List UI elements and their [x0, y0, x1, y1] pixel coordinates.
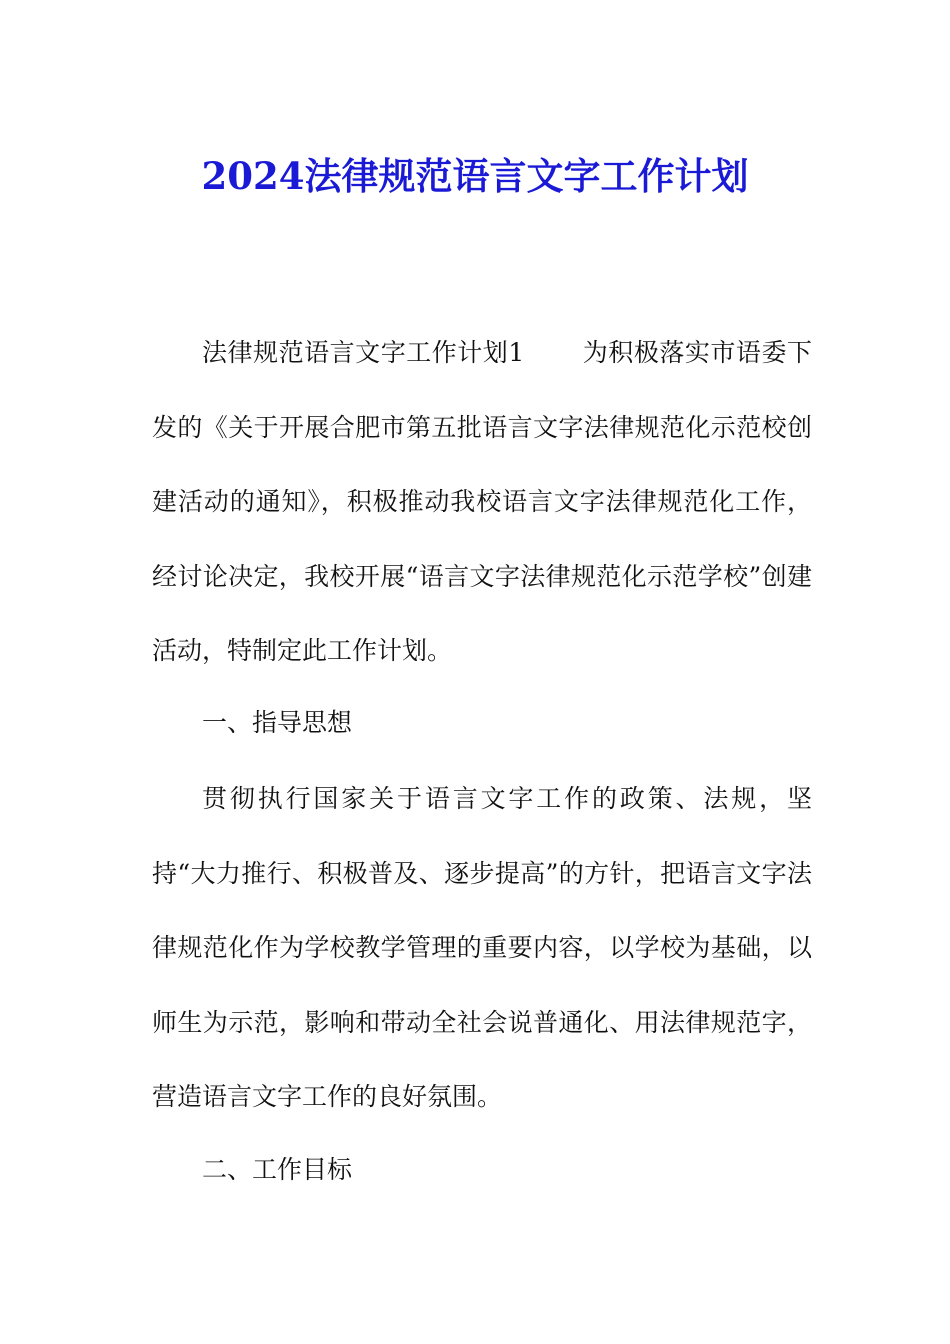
- section-1-body: [152, 762, 812, 1135]
- section-1-text: 贯彻执行国家关于语言文字工作的政策、法规，坚持“大力推行、积极普及、逐步提高”的方针，把语言文字法律规范化作为学校教学管理的重要内容，以学校为基础，以师生为示范，影响和带动全社会说普通化、用法律规范字，营造语言文字工作的良好氛围。: [152, 784, 812, 1111]
- section-1-heading: 一、指导思想: [202, 708, 353, 737]
- intro-paragraph: [152, 316, 812, 689]
- intro-text: 为积极落实市语委下发的《关于开展合肥市第五批语言文字法律规范化示范校创建活动的通知》，积极推动我校语言文字法律规范化工作，经讨论决定，我校开展“语言文字法律规范化示范学校”创建活动，特制定此工作计划。: [152, 338, 812, 665]
- section-2-heading-block: [152, 1133, 812, 1208]
- section-2-heading: 二、工作目标: [202, 1155, 353, 1184]
- intro-label: 法律规范语言文字工作计划1: [202, 338, 525, 367]
- section-1-heading-block: [152, 686, 812, 761]
- document-title: 2024法律规范语言文字工作计划: [201, 154, 749, 198]
